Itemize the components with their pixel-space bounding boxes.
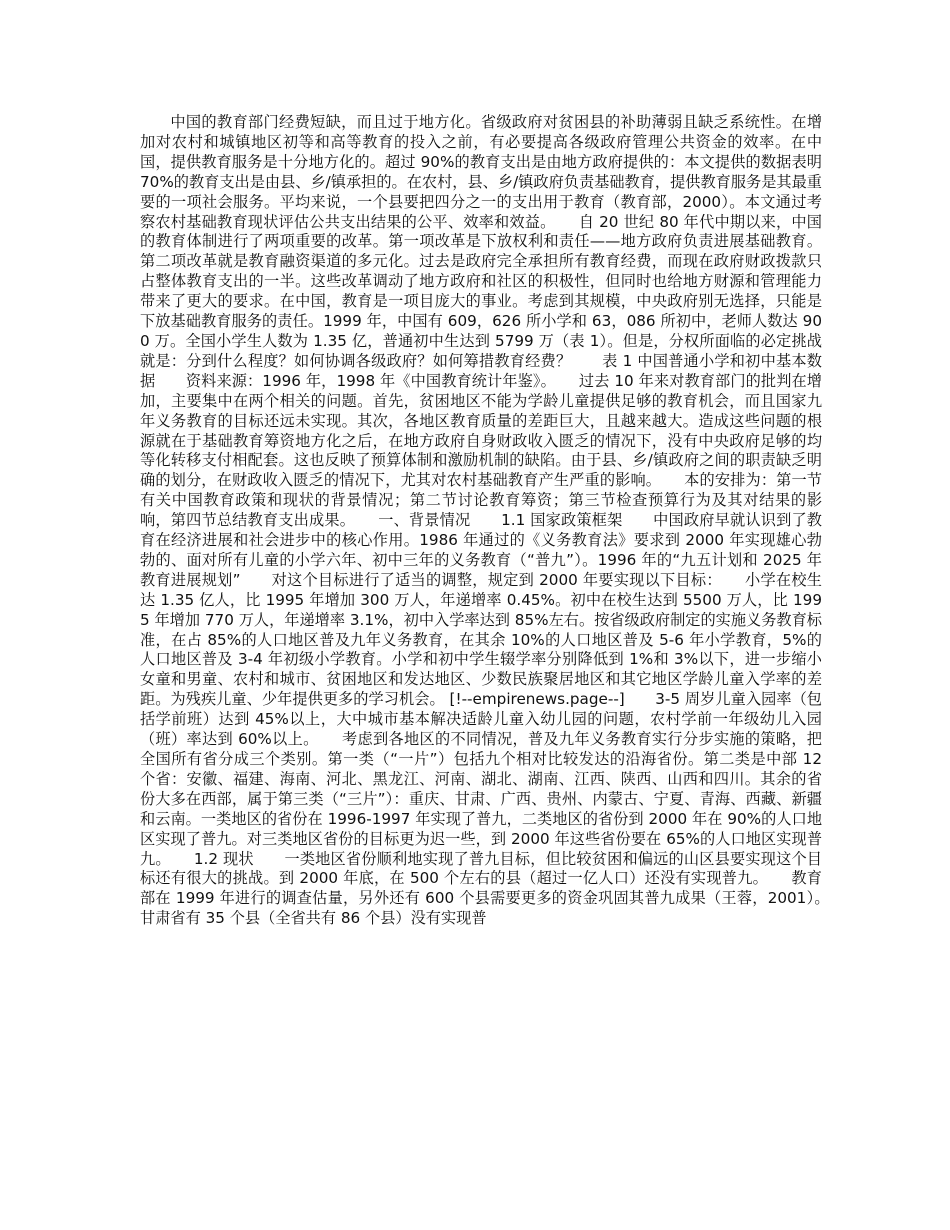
body-paragraph: 中国的教育部门经费短缺，而且过于地方化。省级政府对贫困县的补助薄弱且缺乏系统性。在增加对农村和城镇地区初等和高等教育的投入之前，有必要提高各级政府管理公共资金的效率。在中国，提供教育服务是十分地方化的。超过 90%的教育支出是由地方政府提供的：本文提供的数据表明 70%的教育支出是由县、乡/镇承担的。在农村，县、乡/镇政府负责基础教育，提供教育服务是其最重要的一项社会服务。平均来说，一个县要把四分之一的支出用于教育（教育部，2000）。本文通过考察农村基础教育现状评估公共支出结果的公平、效率和效益。 自 20 世纪 80 年代中期以来，中国的教育体制进行了两项重要的改革。第一项改革是下放权利和责任——地方政府负责进展基础教育。第二项改革就是教育融资渠道的多元化。过去是政府完全承担所有教育经费，而现在政府财政拨款只占整体教育支出的一半。这些改革调动了地方政府和社区的积极性，但同时也给地方财源和管理能力带来了更大的要求。在中国，教育是一项目庞大的事业。考虑到其规模，中央政府别无选择，只能是下放基础教育服务的责任。1999 年，中国有 609，626 所小学和 63，086 所初中，老师人数达 900 万。全国小学生人数为 1.35 亿，普通初中生达到 5799 万（表 1）。但是，分权所面临的必定挑战就是：分到什么程度？如何协调各级政府？如何筹措教育经费？ 表 1 中国普通小学和初中基本数据 资料来源：1996 年，1998 年《中国教育统计年鉴》。 过去 10 年来对教育部门的批判在增加，主要集中在两个相关的问题。首先，贫困地区不能为学龄儿童提供足够的教育机会，而且国家九年义务教育的目标还远未实现。其次，各地区教育质量的差距巨大，且越来越大。造成这些问题的根源就在于基础教育筹资地方化之后，在地方政府自身财政收入匮乏的情况下，没有中央政府足够的均等化转移支付相配套。这也反映了预算体制和激励机制的缺陷。由于县、乡/镇政府之间的职责缺乏明确的划分，在财政收入匮乏的情况下，尤其对农村基础教育产生严重的影响。 本的安排为：第一节有关中国教育政策和现状的背景情况；第二节讨论教育筹资；第三节检查预算行为及其对结果的影响，第四节总结教育支出成果。 一、背景情况 1.1 国家政策框架 中国政府早就认识到了教育在经济进展和社会进步中的核心作用。1986 年通过的《义务教育法》要求到 2000 年实现雄心勃勃的、面对所有儿童的小学六年、初中三年的义务教育（“普九”）。1996 年的“九五计划和 2025 年教育进展规划” 对这个目标进行了适当的调整，规定到 2000 年要实现以下目标： 小学在校生达 1.35 亿人，比 1995 年增加 300 万人，年递增率 0.45%。初中在校生达到 5500 万人，比 1995 年增加 770 万人，年递增率 3.1%，初中入学率达到 85%左右。按省级政府制定的实施义务教育标准，在占 85%的人口地区普及九年义务教育，在其余 10%的人口地区普及 5-6 年小学教育，5%的人口地区普及 3-4 年初级小学教育。小学和初中学生辍学率分别降低到 1%和 3%以下，进一步缩小女童和男童、农村和城市、贫困地区和发达地区、少数民族聚居地区和其它地区学龄儿童入学率的差距。为残疾儿童、少年提供更多的学习机会。 [!--empirenews.page--] 3-5 周岁儿童入园率（包括学前班）达到 45%以上，大中城市基本解决适龄儿童入幼儿园的问题，农村学前一年级幼儿入园（班）率达到 60%以上。 考虑到各地区的不同情况，普及九年义务教育实行分步实施的策略，把全国所有省分成三个类别。第一类（“一片”）包括九个相对比较发达的沿海省份。第二类是中部 12 个省：安徽、福建、海南、河北、黑龙江、河南、湖北、湖南、江西、陕西、山西和四川。其余的省份大多在西部，属于第三类（“三片”）：重庆、甘肃、广西、贵州、内蒙古、宁夏、青海、西藏、新疆和云南。一类地区的省份在 1996-1997 年实现了普九，二类地区的省份到 2000 年在 90%的人口地区实现了普九。对三类地区省份的目标更为迟一些，到 2000 年这些省份要在 65%的人口地区实现普九。 1.2 现状 一类地区省份顺利地实现了普九目标，但比较贫困和偏远的山区县要实现这个目标还有很大的挑战。到 2000 年底，在 500 个左右的县（超过一亿人口）还没有实现普九。 教育部在 1999 年进行的调查估量，另外还有 600 个县需要更多的资金巩固其普九成果（王蓉，2001）。 甘肃省有 35 个县（全省共有 86 个县）没有实现普: [140, 113, 853, 928]
document-body: [140, 113, 853, 929]
